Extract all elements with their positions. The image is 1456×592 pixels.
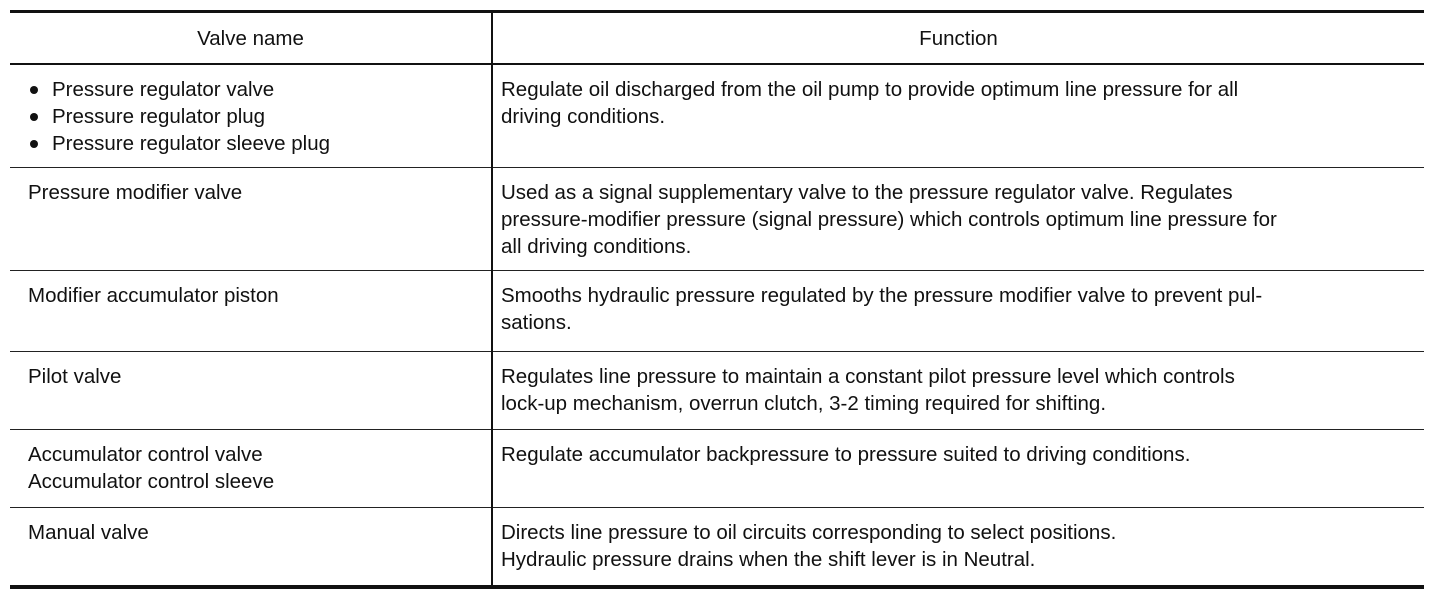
table-row <box>10 167 1424 270</box>
valve-function-table <box>10 10 1424 589</box>
function-cell <box>492 64 1424 167</box>
function-text-line: driving conditions. <box>501 105 666 128</box>
function-text-line: Regulate oil discharged from the oil pump to provide optimum line pressure for all <box>501 78 1239 101</box>
valve-name-cell <box>10 507 492 587</box>
valve-name: Pressure regulator valve <box>52 78 275 101</box>
valve-name: Accumulator control valve <box>28 442 263 466</box>
function-cell <box>492 167 1424 270</box>
function-text-line: Smooths hydraulic pressure regulated by the pressure modifier valve to prevent pul- <box>501 283 1263 307</box>
valve-name: Pressure regulator plug <box>52 105 266 128</box>
table-header-row <box>10 12 1424 65</box>
table-row <box>10 507 1424 587</box>
valve-name-cell <box>10 429 492 507</box>
function-text-line: Regulates line pressure to maintain a constant pilot pressure level which controls <box>501 364 1235 388</box>
function-text-line: Directs line pressure to oil circuits corresponding to select positions. <box>501 520 1117 544</box>
function-cell <box>492 507 1424 587</box>
valve-name: Pilot valve <box>28 364 122 388</box>
function-text-line: Regulate accumulator backpressure to pressure suited to driving conditions. <box>501 442 1191 466</box>
bullet-icon <box>30 113 38 121</box>
function-text-line: sations. <box>501 310 572 334</box>
column-header-valve-name: Valve name <box>10 12 492 65</box>
valve-name: Accumulator control sleeve <box>28 469 275 493</box>
table-row <box>10 351 1424 429</box>
function-text-line: all driving conditions. <box>501 234 692 258</box>
bullet-icon <box>30 86 38 94</box>
valve-function-table-container <box>10 10 1424 589</box>
list-item <box>28 130 479 157</box>
function-text-line: Used as a signal supplementary valve to the pressure regulator valve. Regulates <box>501 180 1233 204</box>
valve-name: Manual valve <box>28 520 149 544</box>
function-text-line: Hydraulic pressure drains when the shift lever is in Neutral. <box>501 547 1036 571</box>
list-item <box>28 76 479 103</box>
valve-name-cell <box>10 270 492 351</box>
valve-name: Pressure regulator sleeve plug <box>52 132 331 155</box>
function-cell <box>492 270 1424 351</box>
function-text-line: pressure-modifier pressure (signal pressure) which controls optimum line pressure for <box>501 207 1277 231</box>
valve-name-cell <box>10 64 492 167</box>
table-row <box>10 64 1424 167</box>
column-header-function: Function <box>492 12 1424 65</box>
bullet-icon <box>30 140 38 148</box>
table-row <box>10 270 1424 351</box>
function-text-line: lock-up mechanism, overrun clutch, 3-2 timing required for shifting. <box>501 391 1107 415</box>
valve-name: Pressure modifier valve <box>28 180 243 204</box>
table-row <box>10 429 1424 507</box>
valve-name-cell <box>10 167 492 270</box>
function-cell <box>492 351 1424 429</box>
valve-name-list <box>28 76 479 157</box>
valve-name: Modifier accumulator piston <box>28 283 279 307</box>
list-item <box>28 103 479 130</box>
valve-name-cell <box>10 351 492 429</box>
function-cell <box>492 429 1424 507</box>
